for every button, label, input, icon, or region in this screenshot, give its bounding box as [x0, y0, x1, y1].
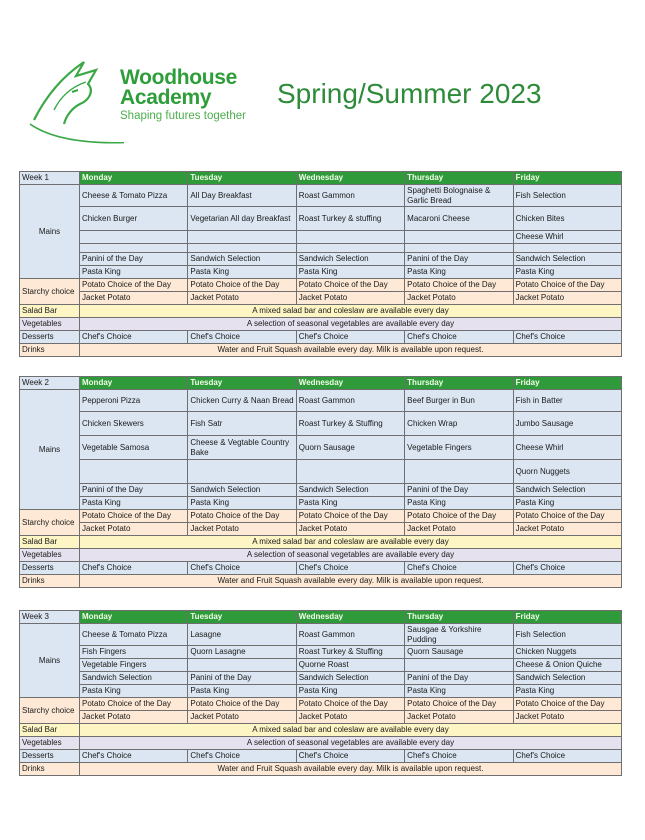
- menu-cell: Vegetable Samosa: [80, 436, 188, 460]
- week-3-menu-table: [19, 610, 622, 776]
- day-header: Thursday: [405, 172, 513, 185]
- menu-cell: Cheese & Vegtable Country Bake: [188, 436, 296, 460]
- menu-cell: Potato Choice of the Day: [296, 279, 404, 292]
- day-header: Friday: [513, 377, 621, 390]
- week-label: Week 1: [20, 172, 80, 185]
- vegetables-label: Vegetables: [20, 318, 80, 331]
- menu-cell: Pasta King: [188, 266, 296, 279]
- week-2-menu-table: [19, 376, 622, 588]
- drinks-note: Water and Fruit Squash available every day. Milk is available upon request.: [80, 344, 622, 357]
- menu-cell: Roast Turkey & Stuffing: [296, 646, 404, 659]
- day-header: Wednesday: [296, 611, 404, 624]
- menu-cell: Quorn Lasagne: [188, 646, 296, 659]
- salad-note: A mixed salad bar and coleslaw are available every day: [80, 305, 622, 318]
- menu-cell: Cheese & Onion Quiche: [513, 659, 621, 672]
- menu-cell: Spaghetti Bolognaise & Garlic Bread: [405, 185, 513, 207]
- menu-cell: Potato Choice of the Day: [513, 510, 621, 523]
- menu-cell: Pasta King: [405, 685, 513, 698]
- menu-cell: Potato Choice of the Day: [80, 510, 188, 523]
- menu-cell: Potato Choice of the Day: [405, 698, 513, 711]
- vegetables-note: A selection of seasonal vegetables are available every day: [80, 737, 622, 750]
- menu-cell: Jacket Potato: [188, 292, 296, 305]
- menu-cell: Roast Gammon: [296, 624, 404, 646]
- menu-cell: Pasta King: [296, 266, 404, 279]
- menu-cell: Cheese & Tomato Pizza: [80, 185, 188, 207]
- menu-cell: Fish in Batter: [513, 390, 621, 412]
- menu-cell: Jacket Potato: [405, 292, 513, 305]
- desserts-label: Desserts: [20, 562, 80, 575]
- menu-cell: Chicken Wrap: [405, 412, 513, 436]
- menu-cell: [296, 231, 404, 244]
- menu-cell: Jacket Potato: [296, 292, 404, 305]
- vegetables-note: A selection of seasonal vegetables are available every day: [80, 549, 622, 562]
- menu-cell: Potato Choice of the Day: [188, 510, 296, 523]
- menu-cell: Pasta King: [405, 497, 513, 510]
- menu-cell: [80, 460, 188, 484]
- day-header: Wednesday: [296, 172, 404, 185]
- menu-cell: Pasta King: [188, 685, 296, 698]
- week-label: Week 2: [20, 377, 80, 390]
- menu-cell: Chef's Choice: [188, 562, 296, 575]
- menu-cell: Quorn Sausage: [405, 646, 513, 659]
- salad-note: A mixed salad bar and coleslaw are available every day: [80, 724, 622, 737]
- day-header: Friday: [513, 611, 621, 624]
- menu-cell: Sandwich Selection: [296, 484, 404, 497]
- menu-cell: [80, 231, 188, 244]
- menu-cell: Jacket Potato: [296, 523, 404, 536]
- menu-cell: Potato Choice of the Day: [188, 698, 296, 711]
- menu-cell: Potato Choice of the Day: [513, 279, 621, 292]
- menu-cell: Fish Fingers: [80, 646, 188, 659]
- menu-cell: Roast Turkey & Stuffing: [296, 412, 404, 436]
- menu-cell: Roast Gammon: [296, 390, 404, 412]
- menu-cell: [296, 244, 404, 253]
- menu-cell: Fish Selection: [513, 185, 621, 207]
- menu-cell: Potato Choice of the Day: [296, 698, 404, 711]
- menu-cell: Quorn Nuggets: [513, 460, 621, 484]
- menu-cell: Fish Selection: [513, 624, 621, 646]
- menu-cell: Vegetable Fingers: [405, 436, 513, 460]
- menu-cell: Roast Turkey & stuffing: [296, 207, 404, 231]
- menu-cell: Jacket Potato: [405, 523, 513, 536]
- menu-cell: Sandwich Selection: [188, 253, 296, 266]
- menu-cell: Jacket Potato: [80, 292, 188, 305]
- menu-cell: Pasta King: [80, 497, 188, 510]
- menu-cell: Sandwich Selection: [513, 672, 621, 685]
- drinks-label: Drinks: [20, 575, 80, 588]
- menu-cell: Chef's Choice: [405, 562, 513, 575]
- day-header: Tuesday: [188, 172, 296, 185]
- day-header: Monday: [80, 172, 188, 185]
- day-header: Friday: [513, 172, 621, 185]
- menu-cell: Jacket Potato: [513, 292, 621, 305]
- menu-cell: Chef's Choice: [188, 331, 296, 344]
- menu-cell: Roast Gammon: [296, 185, 404, 207]
- menu-cell: [513, 244, 621, 253]
- menu-cell: Chef's Choice: [405, 331, 513, 344]
- starchy-label: Starchy choice: [20, 510, 80, 536]
- menu-cell: [405, 659, 513, 672]
- vegetables-note: A selection of seasonal vegetables are available every day: [80, 318, 622, 331]
- menu-cell: Chef's Choice: [80, 750, 188, 763]
- menu-cell: Cheese Whirl: [513, 436, 621, 460]
- menu-cell: Pasta King: [296, 497, 404, 510]
- vegetables-label: Vegetables: [20, 549, 80, 562]
- menu-cell: Chef's Choice: [296, 562, 404, 575]
- menu-cell: [188, 244, 296, 253]
- menu-cell: [188, 231, 296, 244]
- school-name-line2: Academy: [120, 86, 212, 109]
- menu-cell: Beef Burger in Bun: [405, 390, 513, 412]
- drinks-note: Water and Fruit Squash available every day. Milk is available upon request.: [80, 763, 622, 776]
- menu-cell: Macaroni Cheese: [405, 207, 513, 231]
- menu-cell: Vegetarian All day Breakfast: [188, 207, 296, 231]
- menu-cell: Chef's Choice: [513, 331, 621, 344]
- salad-note: A mixed salad bar and coleslaw are available every day: [80, 536, 622, 549]
- menu-cell: Pasta King: [296, 685, 404, 698]
- menu-cell: [405, 231, 513, 244]
- menu-cell: Pasta King: [80, 266, 188, 279]
- menu-cell: Jacket Potato: [513, 711, 621, 724]
- menu-cell: [188, 460, 296, 484]
- menu-cell: Panini of the Day: [405, 484, 513, 497]
- menu-cell: Chef's Choice: [513, 750, 621, 763]
- menu-cell: Jacket Potato: [296, 711, 404, 724]
- menu-cell: All Day Breakfast: [188, 185, 296, 207]
- menu-cell: [296, 460, 404, 484]
- drinks-note: Water and Fruit Squash available every day. Milk is available upon request.: [80, 575, 622, 588]
- desserts-label: Desserts: [20, 750, 80, 763]
- mains-label: Mains: [20, 390, 80, 510]
- menu-cell: Chef's Choice: [296, 331, 404, 344]
- menu-cell: Sandwich Selection: [296, 253, 404, 266]
- menu-cell: Jacket Potato: [80, 523, 188, 536]
- menu-cell: Chef's Choice: [80, 331, 188, 344]
- menu-cell: Panini of the Day: [188, 672, 296, 685]
- menu-cell: [80, 244, 188, 253]
- menu-cell: Chicken Skewers: [80, 412, 188, 436]
- drinks-label: Drinks: [20, 763, 80, 776]
- menu-cell: Fish Satr: [188, 412, 296, 436]
- menu-cell: Panini of the Day: [405, 253, 513, 266]
- menu-cell: Lasagne: [188, 624, 296, 646]
- vegetables-label: Vegetables: [20, 737, 80, 750]
- mains-label: Mains: [20, 624, 80, 698]
- menu-cell: Cheese Whirl: [513, 231, 621, 244]
- menu-cell: [405, 460, 513, 484]
- page-title: Spring/Summer 2023: [277, 78, 542, 109]
- school-logo: [24, 50, 264, 150]
- starchy-label: Starchy choice: [20, 698, 80, 724]
- salad-label: Salad Bar: [20, 305, 80, 318]
- menu-cell: Cheese & Tomato Pizza: [80, 624, 188, 646]
- menu-cell: Potato Choice of the Day: [405, 510, 513, 523]
- desserts-label: Desserts: [20, 331, 80, 344]
- menu-cell: Chicken Curry & Naan Bread: [188, 390, 296, 412]
- day-header: Thursday: [405, 611, 513, 624]
- day-header: Monday: [80, 377, 188, 390]
- week-label: Week 3: [20, 611, 80, 624]
- mains-label: Mains: [20, 185, 80, 279]
- menu-cell: Pepperoni Pizza: [80, 390, 188, 412]
- menu-cell: Potato Choice of the Day: [80, 279, 188, 292]
- menu-cell: Vegetable Fingers: [80, 659, 188, 672]
- menu-cell: Pasta King: [513, 497, 621, 510]
- menu-cell: Quorn Sausage: [296, 436, 404, 460]
- day-header: Tuesday: [188, 611, 296, 624]
- starchy-label: Starchy choice: [20, 279, 80, 305]
- menu-cell: Sausgae & Yorkshire Pudding: [405, 624, 513, 646]
- school-tagline: Shaping futures together: [120, 110, 246, 122]
- menu-cell: Potato Choice of the Day: [513, 698, 621, 711]
- menu-cell: Chicken Bites: [513, 207, 621, 231]
- menu-cell: Potato Choice of the Day: [80, 698, 188, 711]
- menu-cell: Panini of the Day: [405, 672, 513, 685]
- menu-cell: [405, 244, 513, 253]
- menu-cell: Pasta King: [188, 497, 296, 510]
- menu-cell: Sandwich Selection: [80, 672, 188, 685]
- salad-label: Salad Bar: [20, 724, 80, 737]
- menu-cell: Chef's Choice: [405, 750, 513, 763]
- menu-cell: Jacket Potato: [80, 711, 188, 724]
- menu-cell: Jacket Potato: [513, 523, 621, 536]
- school-name-line1: Woodhouse: [120, 66, 238, 89]
- menu-cell: Quorne Roast: [296, 659, 404, 672]
- menu-cell: Chef's Choice: [296, 750, 404, 763]
- salad-label: Salad Bar: [20, 536, 80, 549]
- menu-cell: Potato Choice of the Day: [296, 510, 404, 523]
- wolf-logo-icon: [24, 50, 124, 150]
- menu-cell: Chef's Choice: [513, 562, 621, 575]
- menu-cell: Pasta King: [405, 266, 513, 279]
- menu-cell: Jumbo Sausage: [513, 412, 621, 436]
- menu-cell: Jacket Potato: [188, 711, 296, 724]
- menu-cell: Sandwich Selection: [513, 253, 621, 266]
- day-header: Tuesday: [188, 377, 296, 390]
- menu-cell: Jacket Potato: [405, 711, 513, 724]
- week-1-menu-table: [19, 171, 622, 357]
- menu-cell: Potato Choice of the Day: [188, 279, 296, 292]
- menu-cell: Pasta King: [80, 685, 188, 698]
- drinks-label: Drinks: [20, 344, 80, 357]
- menu-cell: Potato Choice of the Day: [405, 279, 513, 292]
- menu-cell: Chef's Choice: [188, 750, 296, 763]
- menu-cell: Panini of the Day: [80, 253, 188, 266]
- menu-cell: Chicken Nuggets: [513, 646, 621, 659]
- menu-cell: Sandwich Selection: [513, 484, 621, 497]
- menu-cell: Sandwich Selection: [296, 672, 404, 685]
- menu-cell: Chef's Choice: [80, 562, 188, 575]
- menu-cell: Chicken Burger: [80, 207, 188, 231]
- menu-cell: Jacket Potato: [188, 523, 296, 536]
- menu-cell: Pasta King: [513, 266, 621, 279]
- menu-cell: Pasta King: [513, 685, 621, 698]
- day-header: Monday: [80, 611, 188, 624]
- day-header: Thursday: [405, 377, 513, 390]
- menu-cell: [188, 659, 296, 672]
- menu-cell: Panini of the Day: [80, 484, 188, 497]
- day-header: Wednesday: [296, 377, 404, 390]
- menu-cell: Sandwich Selection: [188, 484, 296, 497]
